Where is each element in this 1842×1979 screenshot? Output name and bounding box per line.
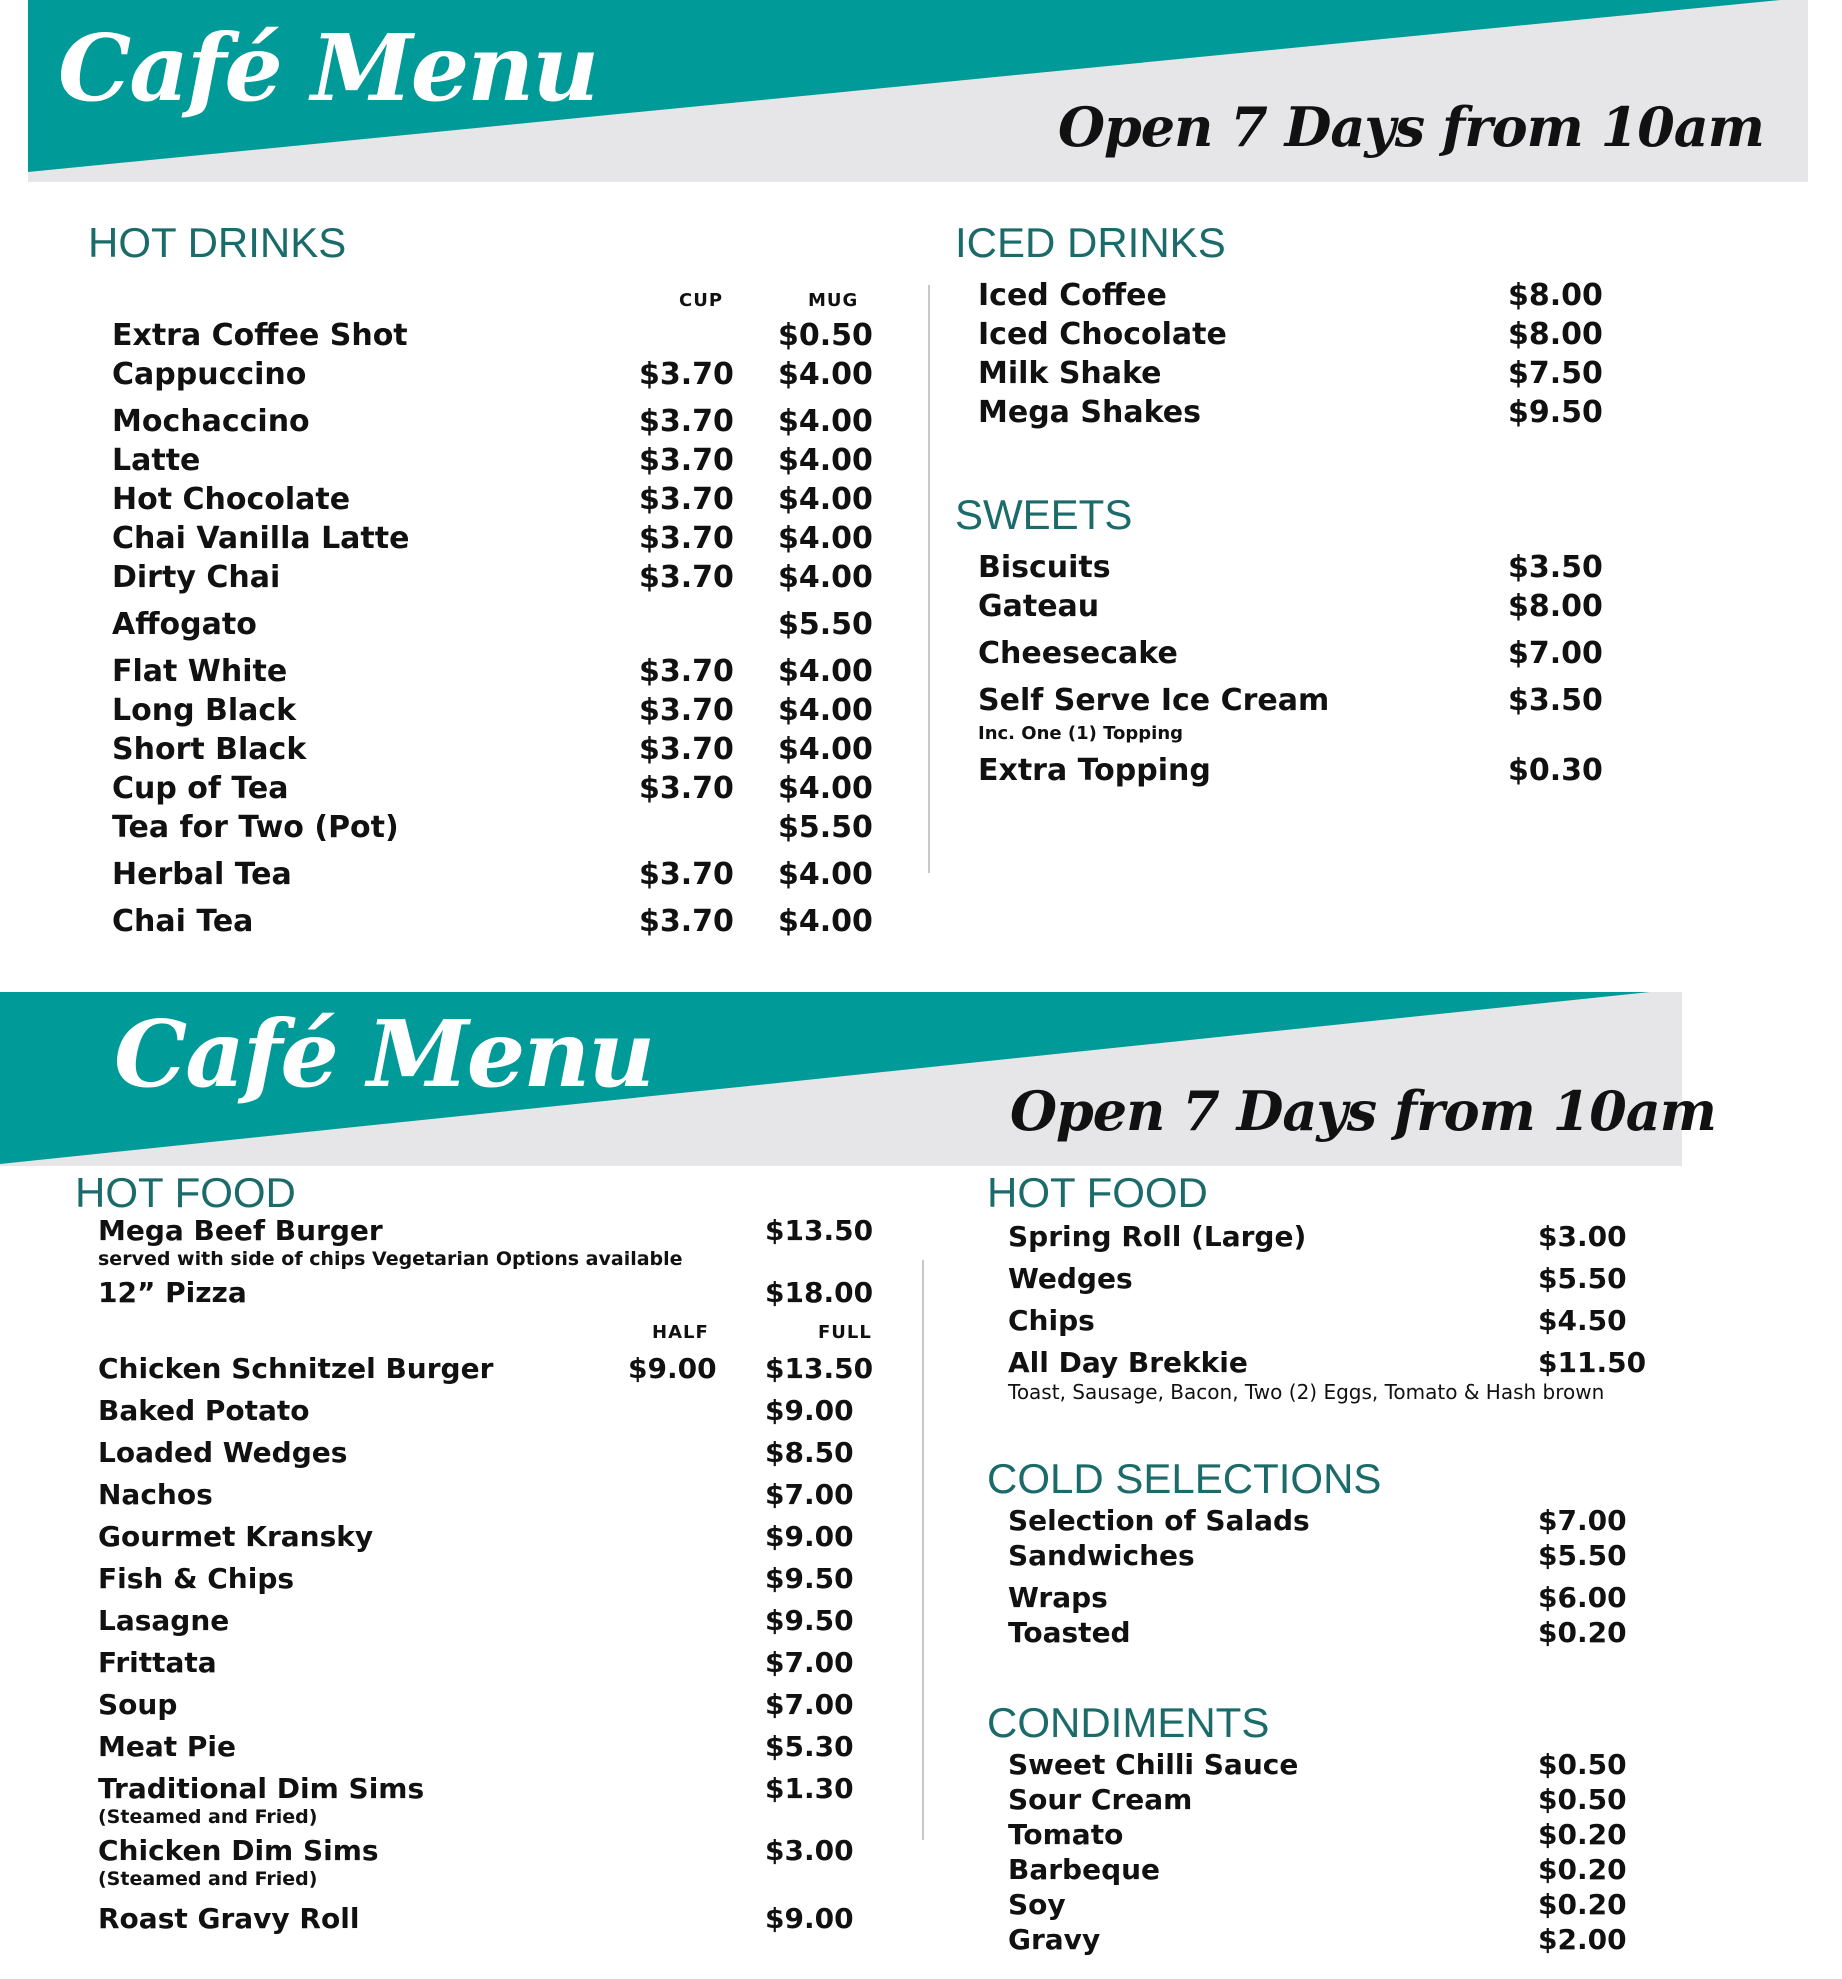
- list-item: Fish & Chips $9.50: [98, 1562, 854, 1595]
- list-item: Sour Cream $0.50: [1008, 1783, 1627, 1816]
- list-item: Baked Potato $9.00: [98, 1394, 854, 1427]
- list-item: Cappuccino $3.70 $4.00: [112, 357, 873, 392]
- opening-hours: Open 7 Days from 10am: [1058, 95, 1764, 159]
- drinks-menu-panel: [0, 0, 1842, 970]
- iced-drinks-list: [978, 278, 1618, 434]
- hot-food-list: [98, 1214, 878, 1944]
- list-item: Mega Shakes $9.50: [978, 395, 1603, 430]
- item-note: served with side of chips Vegetarian Options available: [98, 1248, 683, 1270]
- list-item: Roast Gravy Roll $9.00: [98, 1902, 854, 1935]
- list-item: Wedges $5.50: [1008, 1262, 1627, 1295]
- item-note: (Steamed and Fried): [98, 1806, 318, 1828]
- hot-food-right-heading: HOT FOOD: [987, 1169, 1208, 1216]
- list-item: Lasagne $9.50: [98, 1604, 854, 1637]
- list-item: 12” Pizza $18.00: [98, 1276, 874, 1309]
- list-item: Barbeque $0.20: [1008, 1853, 1627, 1886]
- hot-drinks-heading: HOT DRINKS: [88, 219, 347, 266]
- list-item: Soup $7.00: [98, 1688, 854, 1721]
- list-item: Milk Shake $7.50: [978, 356, 1603, 391]
- cup-column-header: CUP: [679, 290, 724, 311]
- list-item: All Day Brekkie $11.50 Toast, Sausage, Bacon, Two (2) Eggs, Tomato & Hash brown: [1008, 1346, 1647, 1404]
- item-note: (Steamed and Fried): [98, 1868, 318, 1890]
- mug-column-header: MUG: [808, 290, 859, 311]
- column-divider: [922, 1260, 924, 1840]
- list-item: Hot Chocolate $3.70 $4.00: [112, 482, 873, 517]
- list-item: Dirty Chai $3.70 $4.00: [112, 560, 873, 595]
- list-item: Selection of Salads $7.00: [1008, 1504, 1627, 1537]
- list-item: Extra Coffee Shot $0.50: [112, 318, 873, 353]
- list-item: Chicken Dim Sims $3.00 (Steamed and Fried): [98, 1834, 854, 1890]
- list-item: Chicken Schnitzel Burger $9.00 $13.50: [98, 1352, 874, 1385]
- list-item: Nachos $7.00: [98, 1478, 854, 1511]
- list-item: Sandwiches $5.50: [1008, 1539, 1627, 1572]
- full-column-header: FULL: [818, 1322, 872, 1343]
- list-item: Loaded Wedges $8.50: [98, 1436, 854, 1469]
- list-item: Tea for Two (Pot) $5.50: [112, 810, 873, 845]
- condiments-heading: CONDIMENTS: [987, 1699, 1270, 1746]
- cafe-menu-title: Café Menu: [58, 14, 598, 122]
- opening-hours: Open 7 Days from 10am: [1010, 1079, 1716, 1143]
- list-item: Affogato $5.50: [112, 607, 873, 642]
- list-item: Traditional Dim Sims $1.30 (Steamed and Fried): [98, 1772, 854, 1828]
- iced-drinks-heading: ICED DRINKS: [955, 219, 1226, 266]
- list-item: Gateau $8.00: [978, 589, 1603, 624]
- sweets-heading: SWEETS: [955, 491, 1133, 538]
- list-item: Self Serve Ice Cream $3.50 Inc. One (1) Topping: [978, 683, 1603, 744]
- list-item: Tomato $0.20: [1008, 1818, 1627, 1851]
- list-item: Flat White $3.70 $4.00: [112, 654, 873, 689]
- list-item: Chai Vanilla Latte $3.70 $4.00: [112, 521, 873, 556]
- cafe-menu-title: Café Menu: [114, 1000, 654, 1108]
- list-item: Cheesecake $7.00: [978, 636, 1603, 671]
- list-item: Wraps $6.00: [1008, 1581, 1627, 1614]
- list-item: Meat Pie $5.30: [98, 1730, 854, 1763]
- hot-drinks-list: [112, 318, 872, 943]
- list-item: Chips $4.50: [1008, 1304, 1627, 1337]
- list-item: Short Black $3.70 $4.00: [112, 732, 873, 767]
- list-item: Mega Beef Burger $13.50 served with side of chips Vegetarian Options available: [98, 1214, 874, 1270]
- list-item: Iced Chocolate $8.00: [978, 317, 1603, 352]
- list-item: Soy $0.20: [1008, 1888, 1627, 1921]
- list-item: Gravy $2.00: [1008, 1923, 1627, 1956]
- food-menu-panel: [0, 992, 1842, 1979]
- list-item: Latte $3.70 $4.00: [112, 443, 873, 478]
- half-column-header: HALF: [652, 1322, 709, 1343]
- list-item: Cup of Tea $3.70 $4.00: [112, 771, 873, 806]
- hot-food-right-list: [1008, 1220, 1768, 1408]
- list-item: Mochaccino $3.70 $4.00: [112, 404, 873, 439]
- list-item: Spring Roll (Large) $3.00: [1008, 1220, 1627, 1253]
- column-divider: [928, 285, 930, 873]
- condiments-list: [1008, 1748, 1768, 1958]
- list-item: Sweet Chilli Sauce $0.50: [1008, 1748, 1627, 1781]
- list-item: Herbal Tea $3.70 $4.00: [112, 857, 873, 892]
- list-item: Toasted $0.20: [1008, 1616, 1627, 1649]
- list-item: Long Black $3.70 $4.00: [112, 693, 873, 728]
- cold-selections-list: [1008, 1504, 1768, 1651]
- list-item: Chai Tea $3.70 $4.00: [112, 904, 873, 939]
- list-item: Frittata $7.00: [98, 1646, 854, 1679]
- list-item: Gourmet Kransky $9.00: [98, 1520, 854, 1553]
- list-item: Biscuits $3.50: [978, 550, 1603, 585]
- item-note: Inc. One (1) Topping: [978, 723, 1184, 744]
- list-item: Extra Topping $0.30: [978, 753, 1603, 788]
- hot-food-heading: HOT FOOD: [75, 1169, 296, 1216]
- cold-selections-heading: COLD SELECTIONS: [987, 1455, 1382, 1502]
- item-note: Toast, Sausage, Bacon, Two (2) Eggs, Tomato & Hash brown: [1008, 1380, 1605, 1404]
- sweets-list: [978, 550, 1618, 792]
- list-item: Iced Coffee $8.00: [978, 278, 1603, 313]
